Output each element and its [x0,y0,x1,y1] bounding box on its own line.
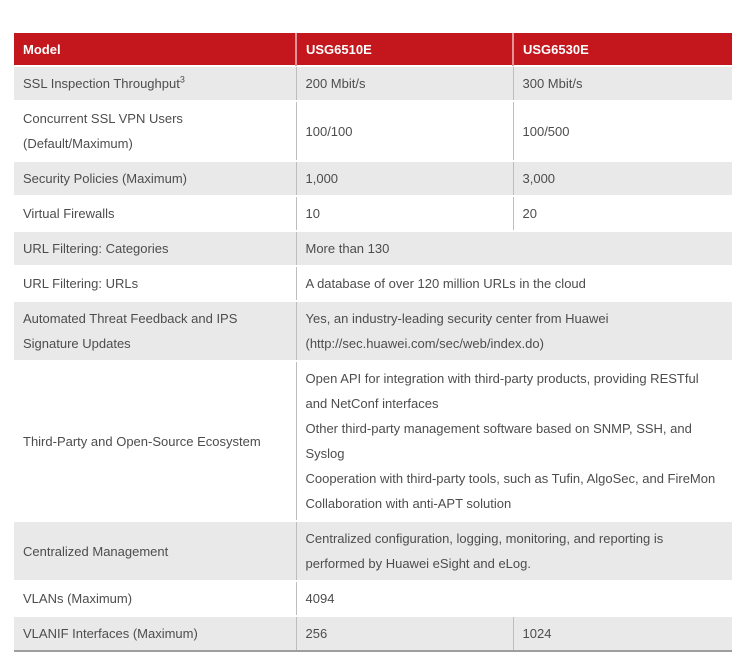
spec-row-automated-threat-feedback [14,301,732,361]
spec-row-security-policies [14,161,732,196]
spec-row-third-party-ecosystem [14,361,732,521]
footnote-superscript: 3 [179,74,185,85]
spec-label-cell: VLANIF Interfaces (Maximum) [14,616,296,651]
spec-label-cell: VLANs (Maximum) [14,581,296,616]
spec-label-cell: Automated Threat Feedback and IPS Signature Updates [14,301,296,361]
spec-label-cell [14,66,296,101]
spec-label-cell: URL Filtering: Categories [14,231,296,266]
ecosystem-line: Cooperation with third-party tools, such as Tufin, AlgoSec, and FireMon [305,471,716,486]
spec-label-cell: Concurrent SSL VPN Users (Default/Maximum) [14,101,296,161]
header-usg6530e: USG6530E [513,33,732,66]
spec-value-cell: 10 [296,196,513,231]
spec-value-cell-merged: 4094 [296,581,732,616]
spec-value-cell: 20 [513,196,732,231]
header-row [14,33,732,66]
spec-value-cell: 256 [296,616,513,651]
spec-label-cell: Virtual Firewalls [14,196,296,231]
spec-row-centralized-management [14,521,732,581]
spec-value-cell-merged: More than 130 [296,231,732,266]
spec-value-cell: 1,000 [296,161,513,196]
spec-row-vlanif-interfaces [14,616,732,651]
spec-value-cell-merged: A database of over 120 million URLs in the cloud [296,266,732,301]
spec-row-url-filtering-urls [14,266,732,301]
spec-label-cell: URL Filtering: URLs [14,266,296,301]
spec-value-cell: 100/500 [513,101,732,161]
spec-label: SSL Inspection Throughput [23,76,180,91]
spec-value-cell: 200 Mbit/s [296,66,513,101]
header-usg6510e: USG6510E [296,33,513,66]
ecosystem-line: Collaboration with anti-APT solution [305,496,512,511]
spec-row-ssl-inspection-throughput [14,66,732,101]
spec-value-cell: 3,000 [513,161,732,196]
spec-value-cell-merged: Centralized configuration, logging, monitoring, and reporting is performed by Huawei eSight and eLog. [296,521,732,581]
spec-value-cell: 100/100 [296,101,513,161]
spec-row-virtual-firewalls [14,196,732,231]
spec-table [14,33,732,652]
spec-value-cell-merged: Yes, an industry-leading security center from Huawei (http://sec.huawei.com/sec/web/index.do) [296,301,732,361]
header-model: Model [14,33,296,66]
spec-label-cell: Centralized Management [14,521,296,581]
spec-value-cell-merged [296,361,732,521]
spec-value-cell: 300 Mbit/s [513,66,732,101]
ecosystem-line: Open API for integration with third-party products, providing RESTful and NetConf interfaces [305,371,699,411]
spec-label-cell: Third-Party and Open-Source Ecosystem [14,361,296,521]
ecosystem-line: Other third-party management software based on SNMP, SSH, and Syslog [305,421,692,461]
spec-row-concurrent-ssl-vpn-users [14,101,732,161]
spec-label-cell: Security Policies (Maximum) [14,161,296,196]
spec-row-url-filtering-categories [14,231,732,266]
spec-value-cell: 1024 [513,616,732,651]
spec-row-vlans [14,581,732,616]
